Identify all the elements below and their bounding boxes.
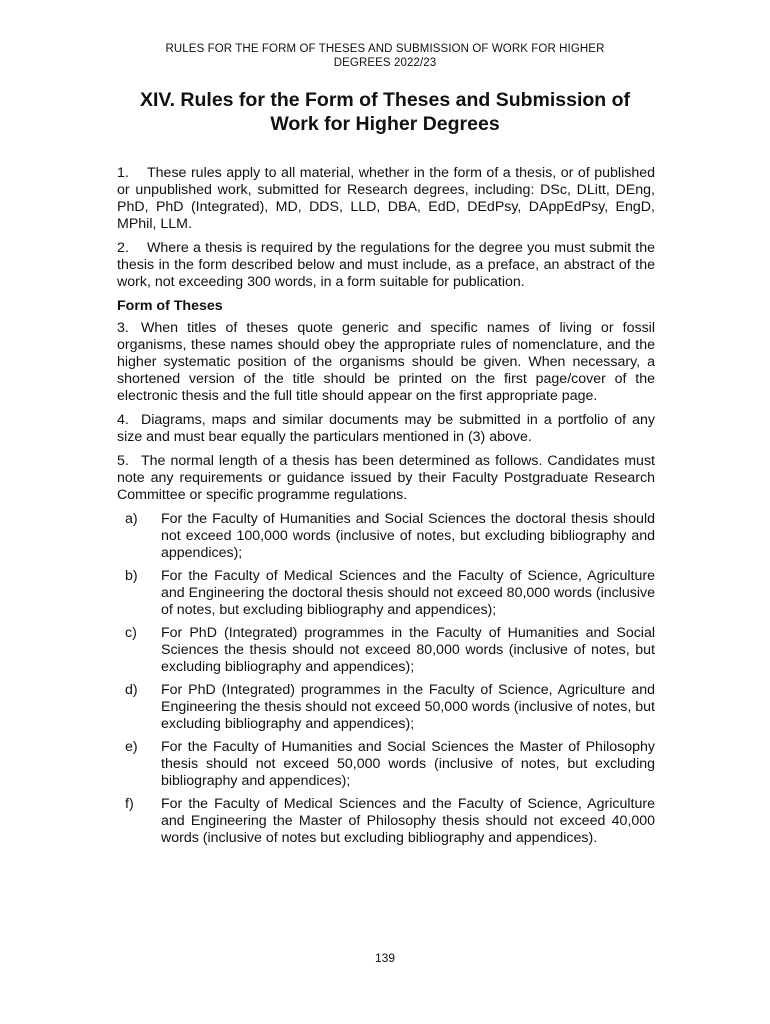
list-item-text: For PhD (Integrated) programmes in the Faculty of Humanities and Social Sciences the thesis should not exceed 80,000 words (inclusive of notes, but excluding bibliography and appendices); <box>161 625 655 675</box>
paragraph-number: 2. <box>117 240 129 256</box>
list-item-b <box>125 568 655 619</box>
paragraph-4 <box>117 412 655 446</box>
list-item-e <box>125 739 655 790</box>
list-marker: c) <box>125 625 137 641</box>
paragraph-number: 4. <box>117 412 129 428</box>
page-title-line-2: Work for Higher Degrees <box>270 113 500 135</box>
list-item-text: For the Faculty of Humanities and Social Sciences the doctoral thesis should not exceed 100,000 words (inclusive of notes, but excluding bibliography and appendices); <box>161 511 655 561</box>
list-item-text: For PhD (Integrated) programmes in the Faculty of Science, Agriculture and Engineering the thesis should not exceed 50,000 words (inclusive of notes, but excluding bibliography and appendices); <box>161 682 655 732</box>
list-marker: a) <box>125 511 138 527</box>
page-number: 139 <box>374 951 396 965</box>
list-marker: b) <box>125 568 138 584</box>
running-header-line-2: DEGREES 2022/23 <box>333 57 437 69</box>
list-item-a <box>125 511 655 562</box>
paragraph-number: 5. <box>117 453 129 469</box>
thesis-length-list <box>117 511 655 847</box>
list-marker: f) <box>125 796 134 812</box>
list-item-text: For the Faculty of Medical Sciences and the Faculty of Science, Agriculture and Engineering the doctoral thesis should not exceed 80,000 words (inclusive of notes, but excluding bibliography and appendices); <box>161 568 655 618</box>
paragraph-number: 1. <box>117 165 129 181</box>
page-title <box>100 88 670 136</box>
paragraph-text: When titles of theses quote generic and specific names of living or fossil organisms, these names should obey the appropriate rules of nomenclature, and the higher systematic position of the organisms should be given. When necessary, a shortened version of the title should be printed on the first page/cover of the electronic thesis and the full title should appear on the first appropriate page. <box>117 320 655 404</box>
list-item-text: For the Faculty of Humanities and Social Sciences the Master of Philosophy thesis should not exceed 50,000 words (inclusive of notes, but excluding bibliography and appendices); <box>161 739 655 789</box>
paragraph-text: Diagrams, maps and similar documents may be submitted in a portfolio of any size and must bear equally the particulars mentioned in (3) above. <box>117 412 655 445</box>
paragraph-1 <box>117 165 655 233</box>
paragraph-3 <box>117 320 655 405</box>
list-item-text: For the Faculty of Medical Sciences and the Faculty of Science, Agriculture and Engineering the Master of Philosophy thesis should not exceed 40,000 words (inclusive of notes but excluding bibliography and appendices). <box>161 796 655 846</box>
list-item-f <box>125 796 655 847</box>
paragraph-text: The normal length of a thesis has been determined as follows. Candidates must note any requirements or guidance issued by their Faculty Postgraduate Research Committee or specific programme regulations. <box>117 453 655 503</box>
paragraph-text: These rules apply to all material, whether in the form of a thesis, or of published or unpublished work, submitted for Research degrees, including: DSc, DLitt, DEng, PhD, PhD (Integrated), MD, DDS, LLD, DBA, EdD, DEdPsy, DAppEdPsy, EngD, MPhil, LLM. <box>117 165 655 232</box>
paragraph-2 <box>117 240 655 291</box>
paragraph-number: 3. <box>117 320 129 336</box>
page-title-line-1: XIV. Rules for the Form of Theses and Submission of <box>139 89 631 111</box>
section-heading: Form of Theses <box>117 298 223 314</box>
list-marker: d) <box>125 682 138 698</box>
running-header-line-1: RULES FOR THE FORM OF THESES AND SUBMISSION OF WORK FOR HIGHER <box>165 43 605 55</box>
paragraph-text: Where a thesis is required by the regulations for the degree you must submit the thesis in the form described below and must include, as a preface, an abstract of the work, not exceeding 300 words, in a form suitable for publication. <box>117 240 655 290</box>
list-item-d <box>125 682 655 733</box>
list-marker: e) <box>125 739 138 755</box>
paragraph-5 <box>117 453 655 504</box>
list-item-c <box>125 625 655 676</box>
running-header <box>120 42 650 70</box>
document-body <box>117 165 655 853</box>
